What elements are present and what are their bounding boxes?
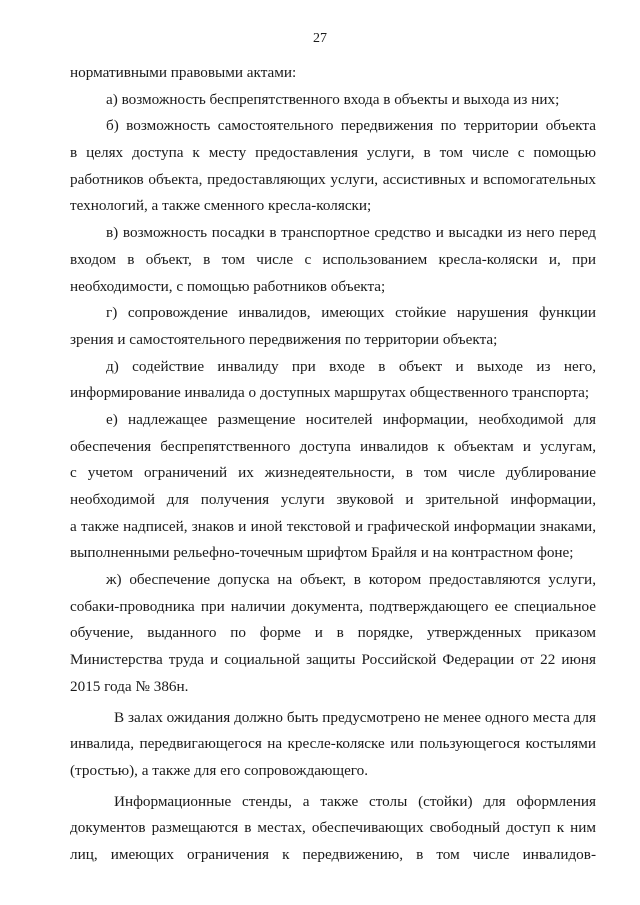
text-line: обучение, выданного по форме и в порядке, утвержденных приказом — [70, 624, 596, 642]
paragraph-item-d — [70, 354, 596, 407]
text-line: Министерства труда и социальной защиты Российской Федерации от 22 июня — [70, 651, 596, 669]
paragraph-item-v — [70, 220, 596, 300]
paragraph-item-g — [70, 300, 596, 353]
text-line: в целях доступа к месту предоставления услуги, в том числе с помощью — [70, 144, 596, 162]
paragraph-item-zh — [70, 567, 596, 700]
text-line: необходимости, с помощью работников объекта; — [70, 277, 386, 295]
text-line: собаки-проводника при наличии документа, подтверждающего ее специальное — [70, 597, 596, 615]
document-body — [70, 60, 596, 869]
text-line: В залах ожидания должно быть предусмотрено не менее одного места для — [114, 708, 596, 726]
text-line: документов размещаются в местах, обеспечивающих свободный доступ к ним — [70, 819, 596, 837]
text-line: е) надлежащее размещение носителей информации, необходимой для — [106, 410, 596, 428]
text-line: обеспечения беспрепятственного доступа инвалидов к объектам и услугам, — [70, 437, 596, 455]
text-line: инвалида, передвигающегося на кресле-коляске или пользующегося костылями — [70, 735, 596, 753]
text-line: нормативными правовыми актами: — [70, 64, 297, 81]
text-line: информирование инвалида о доступных маршрутах общественного транспорта; — [70, 384, 590, 402]
paragraph-info-stands — [70, 789, 596, 869]
text-line: работников объекта, предоставляющих услуги, ассистивных и вспомогательных — [70, 170, 596, 188]
paragraph-item-a — [70, 87, 596, 114]
text-line: г) сопровождение инвалидов, имеющих стойкие нарушения функции — [106, 304, 596, 322]
text-line: (тростью), а также для его сопровождающего. — [70, 761, 369, 779]
text-line: необходимой для получения услуги звуковой и зрительной информации, — [70, 491, 596, 508]
text-line: в) возможность посадки в транспортное средство и высадки из него перед — [106, 224, 596, 242]
text-line: 2015 года № 386н. — [70, 677, 189, 695]
text-line: выполненными рельефно-точечным шрифтом Брайля и на контрастном фоне; — [70, 544, 574, 562]
text-line: лиц, имеющих ограничения к передвижению, в том числе инвалидов- — [70, 845, 596, 863]
paragraph-waiting-halls — [70, 705, 596, 785]
page-number: 27 — [313, 31, 327, 46]
text-line: а) возможность беспрепятственного входа в объекты и выхода из них; — [106, 90, 560, 108]
text-line: ж) обеспечение допуска на объект, в котором предоставляются услуги, — [106, 571, 596, 589]
text-line: технологий, а также сменного кресла-коляски; — [70, 197, 372, 215]
text-line: с учетом ограничений их жизнедеятельности, в том числе дублирование — [70, 464, 596, 482]
paragraph-item-b — [70, 113, 596, 220]
text-line: б) возможность самостоятельного передвижения по территории объекта — [106, 117, 596, 135]
text-line: входом в объект, в том числе с использованием кресла-коляски и, при — [70, 250, 596, 268]
text-line: зрения и самостоятельного передвижения по территории объекта; — [70, 330, 498, 348]
text-line: Информационные стенды, а также столы (стойки) для оформления — [114, 792, 596, 810]
paragraph-item-e — [70, 407, 596, 567]
text-line: а также надписей, знаков и иной текстовой и графической информации знаками, — [70, 517, 596, 535]
text-line: д) содействие инвалиду при входе в объект и выходе из него, — [106, 357, 596, 375]
paragraph-intro-continuation — [70, 60, 596, 87]
